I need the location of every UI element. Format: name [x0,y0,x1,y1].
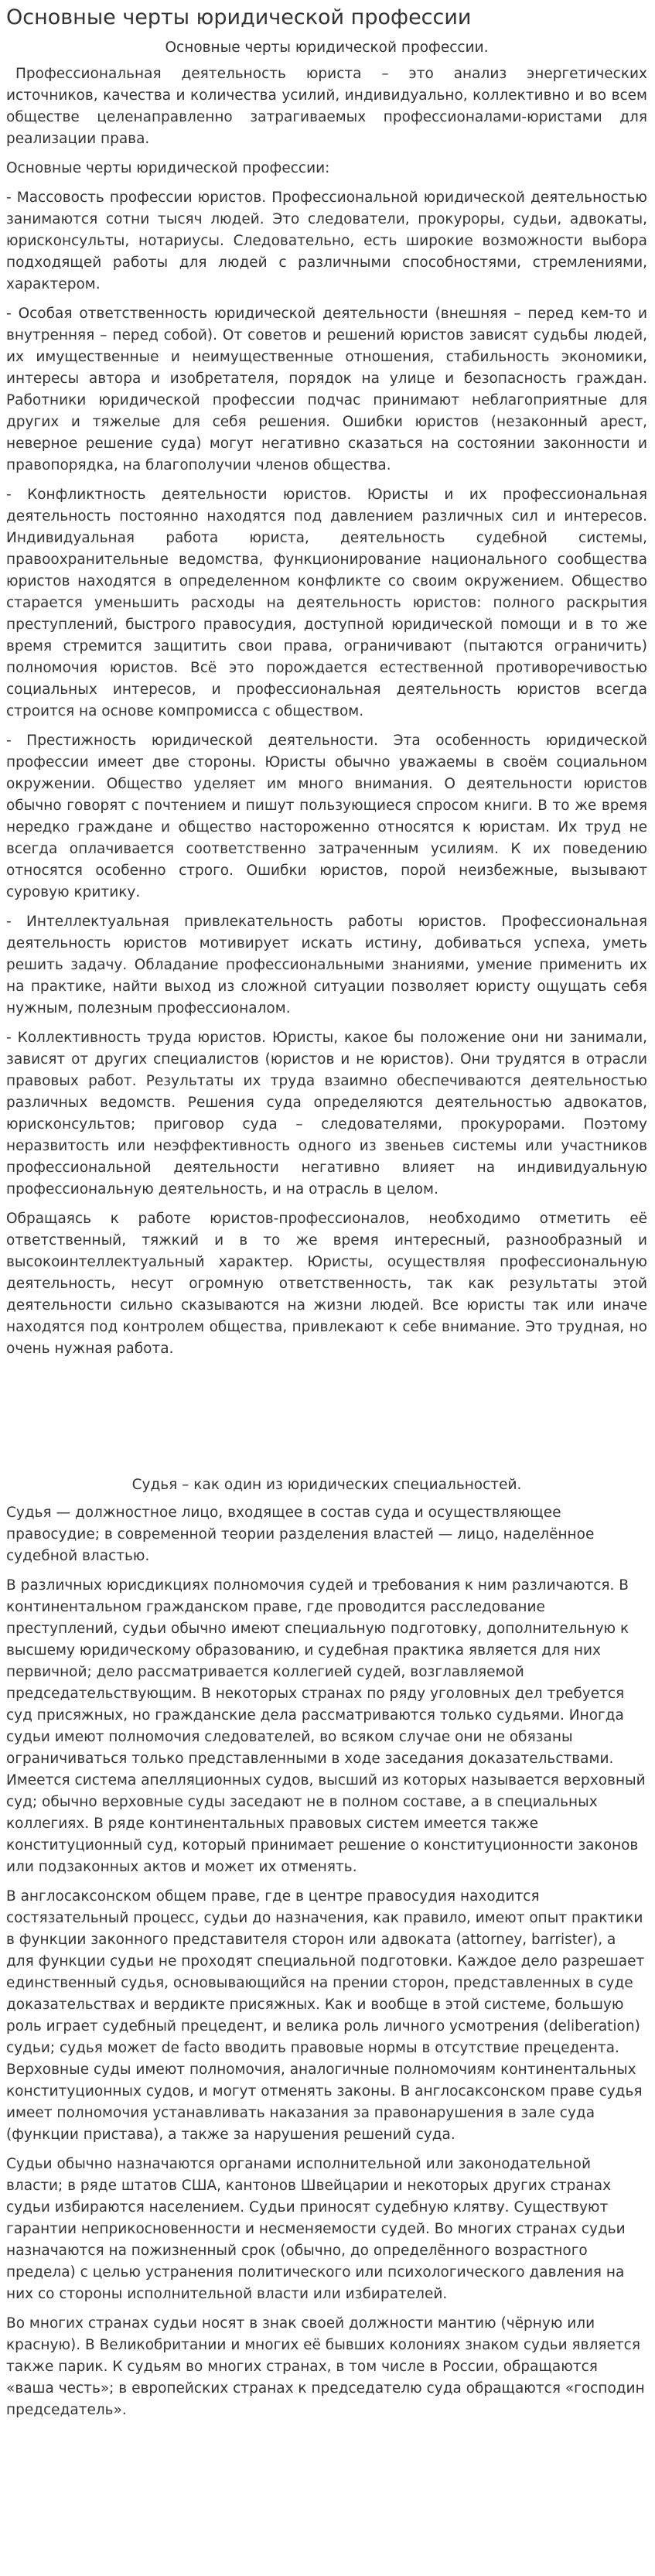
judge-paragraph: Во многих странах судьи носят в знак своей должности мантию (чёрную или красную). В Великобритании и многих её бывших колониях знаком судьи является также парик. К судьям во многих странах, в том числе в России, обращаются «ваша честь»; в европейских странах к председателю суда обращаются «господин председатель». [6,2315,645,2418]
features-heading: Основные черты юридической профессии: [6,160,330,176]
judge-paragraph: Судья — должностное лицо, входящее в состав суда и осуществляющее правосудие; в современной теории разделения властей — лицо, наделённое судебной властью. [6,1505,595,1564]
feature-paragraph: - Массовость профессии юристов. Профессиональной юридической деятельностью занимаются сотни тысяч людей. Это следователи, прокуроры, судьи, адвокаты, юрисконсульты, нотариусы. Следовательно, есть широкие возможности выбора подходящей работы для людей с различными способностями, стремлениями, характером. [6,190,647,292]
section-spacer [6,1368,647,1474]
section-title-judge: Судья – как один из юридических специальностей. [131,1477,522,1493]
feature-paragraph: - Коллективность труда юристов. Юристы, какое бы положение они ни занимали, зависят от других специалистов (юристов и не юристов). Они трудятся в отрасли правовых работ. Результаты их труда взаимно обеспечиваются деятельностью различных ведомств. Решения суда определяются деятельностью адвокатов, юрисконсультов; приговор суда – следователями, прокурорами. Поэтому неразвитость или неэффективность одного из звеньев системы или участников профессиональной деятельности негативно влияет на индивидуальную профессиональную деятельность, и на отрасль в целом. [6,1030,647,1197]
feature-paragraph: - Особая ответственность юридической деятельности (внешняя – перед кем-то и внутренняя – перед собой). От советов и решений юристов зависят судьбы людей, их имущественные и неимущественные отношения, стабильность экономики, интересы автора и изобретателя, порядок на улице и безопасность граждан. Работники юридической профессии подчас принимают неблагоприятные для других и тяжелые для себя решения. Ошибки юристов (незаконный арест, неверное решение суда) могут негативно сказаться на состоянии законности и правопорядка, на благополучии членов общества. [6,306,647,473]
conclusion-paragraph: Обращаясь к работе юристов-профессионалов, необходимо отметить её ответственный, тяжкий и в то же время интересный, разнообразный и высокоинтеллектуальный характер. Юристы, осуществляя профессиональную деятельность, несут огромную ответственность, так как результаты этой деятельности сильно сказываются на жизни людей. Все юристы так или иначе находятся под контролем общества, привлекают к себе внимание. Это трудная, но очень нужная работа. [6,1211,647,1357]
feature-paragraph: - Интеллектуальная привлекательность работы юристов. Профессиональная деятельность юристов мотивирует искать истину, добиваться успеха, уметь решить задачу. Обладание профессиональными знаниями, умение применить их на практике, найти выход из сложной ситуации позволяет юристу ощущать себя нужным, полезным профессионалом. [6,914,647,1016]
document-subtitle: Основные черты юридической профессии. [165,39,489,56]
judge-paragraph: В англосаксонском общем праве, где в центре правосудия находится состязательный процесс, судьи до назначения, как правило, имеют опыт практики в функции законного представителя сторон или адвоката (attorney, barrister), а для функции судьи не проходят специальной подготовки. Каждое дело разрешает единственный судья, основывающийся на прении сторон, представленных в суде доказательствах и вердикте присяжных. Как и вообще в этой системе, большую роль играет судебный прецедент, и велика роль личного усмотрения (deliberation) судьи; судья может de facto вводить правовые нормы в отсутствие прецедента. Верховные суды имеют полномочия, аналогичные полномочиям континентальных конституционных судов, и могут отменять законы. В англосаксонском праве судья имеет полномочия устанавливать наказания за правонарушения в зале суда (функции пристава), а также за нарушения решений суда. [6,1888,645,2143]
intro-paragraph: Профессиональная деятельность юриста – это анализ энергетических источников, качества и количества усилий, индивидуально, коллективно и во всем обществе целенаправленно затрагиваемых профессионалами-юристами для реализации права. [6,66,647,147]
judge-paragraph: Судьи обычно назначаются органами исполнительной или законодательной власти; в ряде штатов США, кантонов Швейцарии и некоторых других странах судьи избираются населением. Судьи приносят судебную клятву. Существуют гарантии неприкосновенности и несменяемости судей. Во многих странах судьи назначаются на пожизненный срок (обычно, до определённого возрастного предела) с целью устранения политического или психологического давления на них со стороны исполнительной власти или избирателей. [6,2156,626,2302]
judge-paragraph: В различных юрисдикциях полномочия судей и требования к ним различаются. В континентальном гражданском праве, где проводится расследование преступлений, судьи обычно имеют специальную подготовку, дополнительную к высшему юридическому образованию, и судебная практика является для них первичной; дело рассматривается коллегией судей, возглавляемой председательствующим. В некоторых странах по ряду уголовных дел требуется суд присяжных, но гражданские дела рассматриваются только судьями. Иногда судьи имеют полномочия следователей, во всяком случае они не обязаны ограничиваться только представленными в ходе заседания доказательствами. Имеется система апелляционных судов, высший из которых называется верховный суд; обычно верховные суды заседают не в полном составе, а в специальных коллегиях. В ряде континентальных правовых систем имеется также конституционный суд, который принимает решение о конституционности законов или подзаконных актов и может их отменять. [6,1577,646,1875]
page-title: Основные черты юридической профессии [6,5,472,29]
feature-paragraph: - Престижность юридической деятельности. Эта особенность юридической профессии имеет две стороны. Юристы обычно уважаемы в своём социальном окружении. Общество уделяет им много внимания. О деятельности юристов обычно говорят с почтением и пишут пользующиеся спросом книги. В то же время нередко граждане и общество настороженно относятся к юристам. Их труд не всегда оплачивается соответственно затраченным усилиям. К их поведению относятся особенно строго. Ошибки юристов, порой неизбежные, вызывают суровую критику. [6,733,647,900]
feature-paragraph: - Конфликтность деятельности юристов. Юристы и их профессиональная деятельность постоянно находятся под давлением различных сил и интересов. Индивидуальная работа юриста, деятельность судебной системы, правоохранительные ведомства, функционирование национального сообщества юристов находятся в определенном конфликте со своим окружением. Общество старается уменьшить расходы на деятельность юристов: полного раскрытия преступлений, быстрого правосудия, доступной юридической помощи и в то же время стремится защитить свои права, ограничивают (пытаются ограничить) полномочия юристов. Всё это порождается естественной противоречивостью социальных интересов, и профессиональная деятельность юристов всегда строится на основе компромисса с обществом. [6,487,647,719]
